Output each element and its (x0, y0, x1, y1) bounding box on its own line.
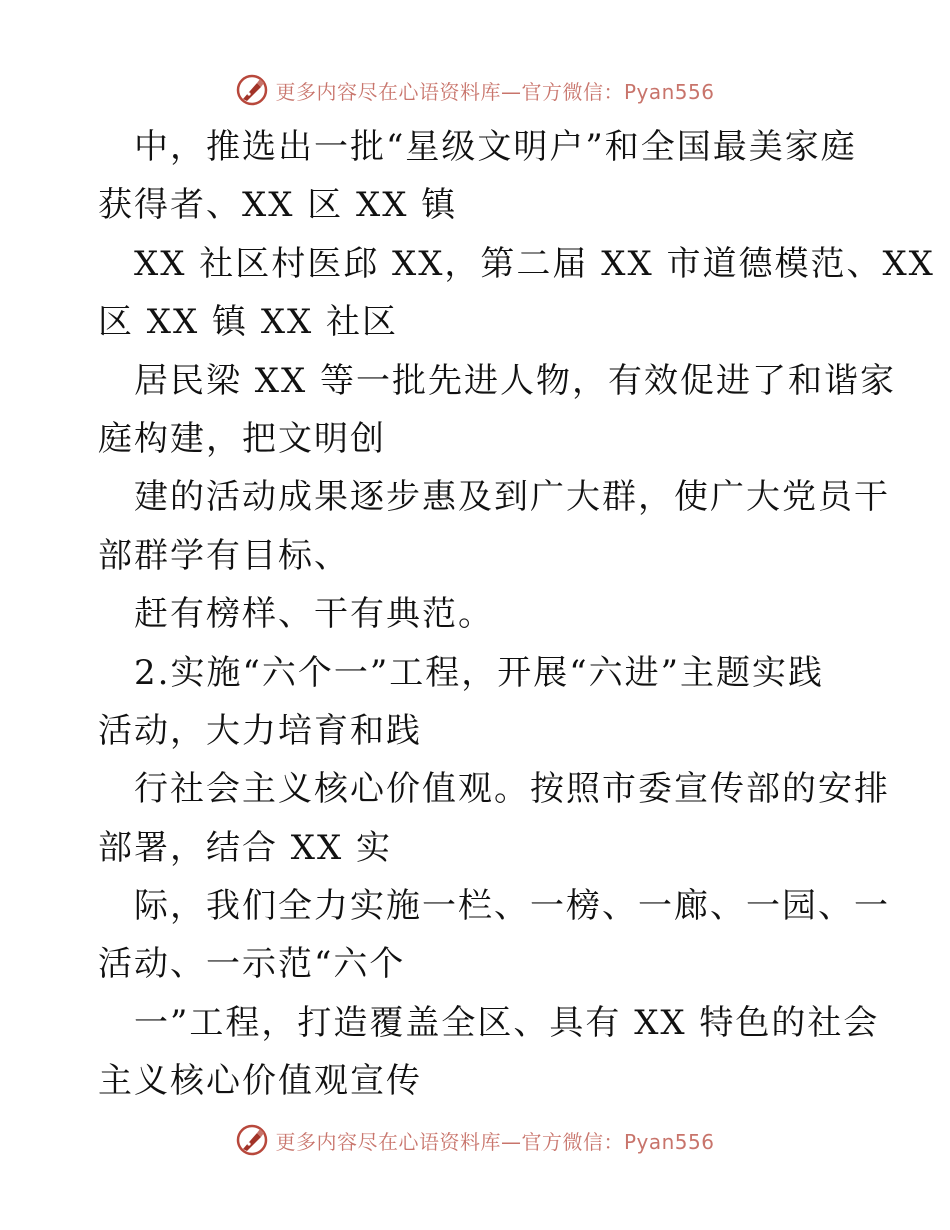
body-line: 赶有榜样、干有典范。 (134, 594, 494, 635)
body-line: 活动，大力培育和践 (98, 710, 422, 751)
body-line: 主义核心价值观宣传 (98, 1061, 422, 1102)
body-line: 行社会主义核心价值观。按照市委宣传部的安排 (134, 769, 890, 810)
document-body (98, 118, 935, 1111)
body-line: 建的活动成果逐步惠及到广大群，使广大党员干 (134, 477, 890, 518)
body-line: 区 XX 镇 XX 社区 (98, 302, 399, 343)
body-line: 2.实施“六个一”工程，开展“六进”主题实践 (134, 652, 824, 693)
body-line: 际，我们全力实施一栏、一榜、一廊、一园、一 (134, 886, 890, 927)
body-line: 部群学有目标、 (98, 535, 350, 576)
body-line: 居民梁 XX 等一批先进人物，有效促进了和谐家 (134, 360, 897, 401)
footer-banner-text: 更多内容尽在心语资料库—官方微信：Pyan556 (275, 1129, 715, 1154)
header-banner-text: 更多内容尽在心语资料库—官方微信：Pyan556 (275, 79, 715, 104)
body-line: 部署，结合 XX 实 (98, 827, 393, 868)
body-line: 活动、一示范“六个 (98, 944, 406, 985)
body-line: XX 社区村医邱 XX，第二届 XX 市道德模范、XX (134, 243, 935, 284)
body-line: 中，推选出一批“星级文明户”和全国最美家庭 (134, 127, 857, 167)
footer-banner (0, 1120, 950, 1160)
body-line: 一”工程，打造覆盖全区、具有 XX 特色的社会 (134, 1002, 880, 1043)
header-banner (0, 70, 950, 110)
pen-nib-logo-icon (235, 1123, 269, 1157)
body-line: 获得者、XX 区 XX 镇 (98, 185, 458, 226)
body-line: 庭构建，把文明创 (98, 418, 386, 459)
pen-nib-logo-icon (235, 73, 269, 107)
